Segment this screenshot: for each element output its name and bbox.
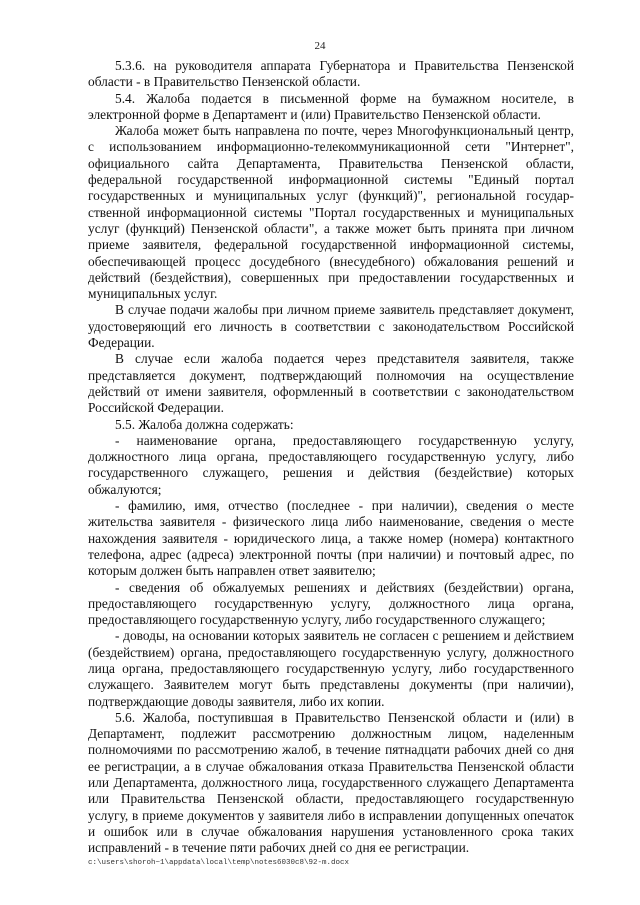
- paragraph-personal-reception: В случае подачи жалобы при личном приеме заявитель представляет документ, удостоверяющий его личность в соответствии с законодательством Российской Федерации.: [88, 302, 574, 351]
- list-item-applicant-details: - фамилию, имя, отчество (последнее - при наличии), сведения о месте жительства заявителя - физического лица либо наименование, сведения о месте нахождения заявителя - юридического лица, а также номер (номера) контактного телефона, адрес (адреса) электронной почты (при наличии) и почтовый адрес, по которым должен быть направлен ответ заявителю;: [88, 498, 574, 579]
- document-body: [88, 58, 574, 857]
- list-item-appealed-decisions: - сведения об обжалуемых решениях и действиях (бездействии) органа, предоставляющего государственную услугу, должностного лица органа, предоставляющего государственную услугу, либо государственного служащего;: [88, 579, 574, 628]
- paragraph-5-4: 5.4. Жалоба подается в письменной форме на бумажном носителе, в электронной форме в Департамент и (или) Правительство Пензенской области.: [88, 90, 574, 122]
- list-item-arguments: - доводы, на основании которых заявитель не согласен с решением и действием (бездействием) органа, предоставляющего государственную услугу, должностного лица органа, предоставляющего государственную услугу, либо государственного служащего. Заявителем могут быть представлены документы (при наличии), подтверждающие доводы заявителя, либо их копии.: [88, 628, 574, 709]
- paragraph-5-3-6: 5.3.6. на руководителя аппарата Губернатора и Правительства Пензенской области - в Правительство Пензенской области.: [88, 58, 574, 90]
- footer-file-path: c:\users\shoroh~1\appdata\local\temp\notes6030c8\92-m.docx: [88, 859, 350, 867]
- page-number: 24: [314, 40, 326, 52]
- paragraph-representative: В случае если жалоба подается через представителя заявителя, также представляется документ, подтверждающий полномочия на осуществление действий от имени заявителя, оформленный в соответствии с законодательством Российской Федерации.: [88, 351, 574, 416]
- paragraph-5-6: 5.6. Жалоба, поступившая в Правительство Пензенской области и (или) в Департамент, подлежит рассмотрению должностным лицом, наделенным полномочиями по рассмотрению жалоб, в течение пятнадцати рабочих дней со дня ее регистрации, а в случае обжалования отказа Правительства Пензенской области или Департамента, должностного лица, государственного служащего Департамента или Правительства Пензенской области, предоставляющего государственную услугу, в приеме документов у заявителя либо в исправлении допущенных опечаток и ошибок или в случае обжалования нарушения установленного срока таких исправлений - в течение пяти рабочих дней со дня ее регистрации.: [88, 709, 574, 856]
- paragraph-submission-channels: Жалоба может быть направлена по почте, через Многофункциональный центр, с использованием информационно-телекоммуникационной сети "Интернет", официального сайта Департамента, Правительства Пензенской области, федеральной государственной информационной системы "Единый портал государственных и муниципальных услуг (функций)", региональной государственной информационной системы "Портал государственных и муниципальных услуг (функций) Пензенской области", а также может быть принята при личном приеме заявителя, федеральной государственной информационной системы, обеспечивающей процесс досудебного (внесудебного) обжалования решений и действий (бездействия), совершенных при предоставлении государственных и муниципальных услуг.: [88, 123, 574, 302]
- list-item-organ-name: - наименование органа, предоставляющего государственную услугу, должностного лица органа, предоставляющего государственную услугу, либо государственного служащего, решения и действия (бездействие) которых обжалуются;: [88, 432, 574, 497]
- paragraph-5-5: 5.5. Жалоба должна содержать:: [115, 416, 294, 432]
